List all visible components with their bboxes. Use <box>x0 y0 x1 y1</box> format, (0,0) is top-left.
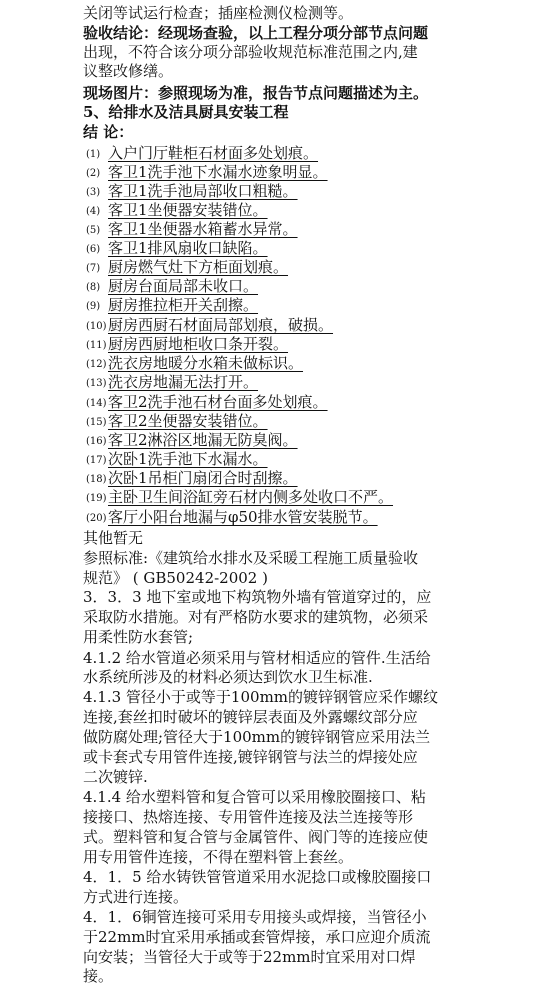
text-line: 用专用管件连接，不得在塑料管上套丝。 <box>83 848 354 866</box>
text-line: 4．1．5 给水铸铁管管道采用水泥捻口或橡胶圈接口 <box>83 868 432 886</box>
text-line: 接。 <box>83 967 114 985</box>
conclusion-item: (10)厨房西厨石材面局部划痕，破损。 <box>86 316 334 334</box>
text-line: 3．3．3 地下室或地下构筑物外墙有管道穿过的，应 <box>83 588 432 606</box>
conclusion-item: (15)客卫2坐便器安装错位。 <box>86 412 268 430</box>
text-line: 做防腐处理;管径大于100mm的镀锌钢管应采用法兰 <box>83 728 431 746</box>
acceptance-conclusion-line: 验收结论：经现场查验，以上工程分项分部节点问题 <box>83 24 429 42</box>
conclusion-item: (12)洗衣房地暖分水箱未做标识。 <box>86 354 304 372</box>
conclusion-item: (6) 客卫1排风扇收口缺陷。 <box>86 239 268 257</box>
conclusion-item: (18)次卧1吊柜门扇闭合时刮擦。 <box>86 469 298 487</box>
conclusion-item: (2) 客卫1洗手池下水漏水迹象明显。 <box>86 163 328 181</box>
conclusion-item: (9) 厨房推拉柜开关刮擦。 <box>86 296 259 314</box>
conclusion-item: (1) 入户门厅鞋柜石材面多处划痕。 <box>86 144 319 162</box>
reference-standard-line: 参照标准:《建筑给水排水及采暖工程施工质量验收 <box>83 549 419 567</box>
text-line: 向安装；当管径大于或等于22mm时宜采用对口焊 <box>83 948 416 966</box>
text-line: 采取防水措施。对有严格防水要求的建筑物，必须采 <box>83 608 429 626</box>
text-line: 接接口、热熔连接、专用管件连接及法兰连接等形 <box>83 808 414 826</box>
text-line: 二次镀锌. <box>83 768 148 786</box>
conclusion-item: (7) 厨房燃气灶下方柜面划痕。 <box>86 258 289 276</box>
text-line: 式。塑料管和复合管与金属管件、阀门等的连接应使 <box>83 828 429 846</box>
conclusion-item: (4) 客卫1坐便器安装错位。 <box>86 201 268 219</box>
text-line: 4.1.2 给水管道必须采用与管材相适应的管件.生活给 <box>83 649 431 667</box>
conclusion-item: (14)客卫2洗手池石材台面多处划痕。 <box>86 393 328 411</box>
conclusion-item: (5) 客卫1坐便器水箱蓄水异常。 <box>86 220 298 238</box>
text-line: 或卡套式专用管件连接,镀锌钢管与法兰的焊接处应 <box>83 748 418 766</box>
conclusion-item: (3) 客卫1洗手池局部收口粗糙。 <box>86 182 298 200</box>
conclusion-item: (20)客厅小阳台地漏与φ50排水管安装脱节。 <box>86 508 378 526</box>
conclusion-item: (11)厨房西厨地柜收口条开裂。 <box>86 335 289 353</box>
section-heading: 5、给排水及洁具厨具安装工程 <box>83 103 289 121</box>
text-line: 方式进行连接。 <box>83 888 189 906</box>
text-line: 用柔性防水套管; <box>83 628 194 646</box>
text-line: 于22mm时宜采用承插或套管焊接，承口应迎介质流 <box>83 928 431 946</box>
conclusion-label: 结 论： <box>83 123 134 141</box>
conclusion-item: (17)次卧1洗手池下水漏水。 <box>86 450 268 468</box>
text-line: 关闭等试运行检查；插座检测仪检测等。 <box>83 4 354 22</box>
conclusion-item: (13)洗衣房地漏无法打开。 <box>86 373 259 391</box>
text-line: 出现，不符合该分项分部验收规范标准范围之内,建 <box>83 43 418 61</box>
text-line: 4.1.3 管径小于或等于100mm的镀锌钢管应采作螺纹 <box>83 688 439 706</box>
text-line: 议整改修缮。 <box>83 62 174 80</box>
conclusion-item: (8) 厨房台面局部未收口。 <box>86 277 259 295</box>
conclusion-item: (19)主卧卫生间浴缸旁石材内侧多处收口不严。 <box>86 488 394 506</box>
text-line: 4．1．6铜管连接可采用专用接头或焊接，当管径小 <box>83 908 427 926</box>
text-line: 规范》 ( GB50242-2002 ) <box>83 569 268 587</box>
text-line: 连接,套丝扣时破坏的镀锌层表面及外露螺纹部分应 <box>83 708 418 726</box>
site-photos-line: 现场图片：参照现场为准，报告节点问题描述为主。 <box>83 84 429 102</box>
conclusion-item: (16)客卫2淋浴区地漏无防臭阀。 <box>86 431 298 449</box>
text-line: 水系统所涉及的材料必须达到饮水卫生标准. <box>83 668 373 686</box>
text-line: 4.1.4 给水塑料管和复合管可以采用橡胶圈接口、粘 <box>83 788 426 806</box>
other-none-line: 其他暂无 <box>83 529 144 547</box>
